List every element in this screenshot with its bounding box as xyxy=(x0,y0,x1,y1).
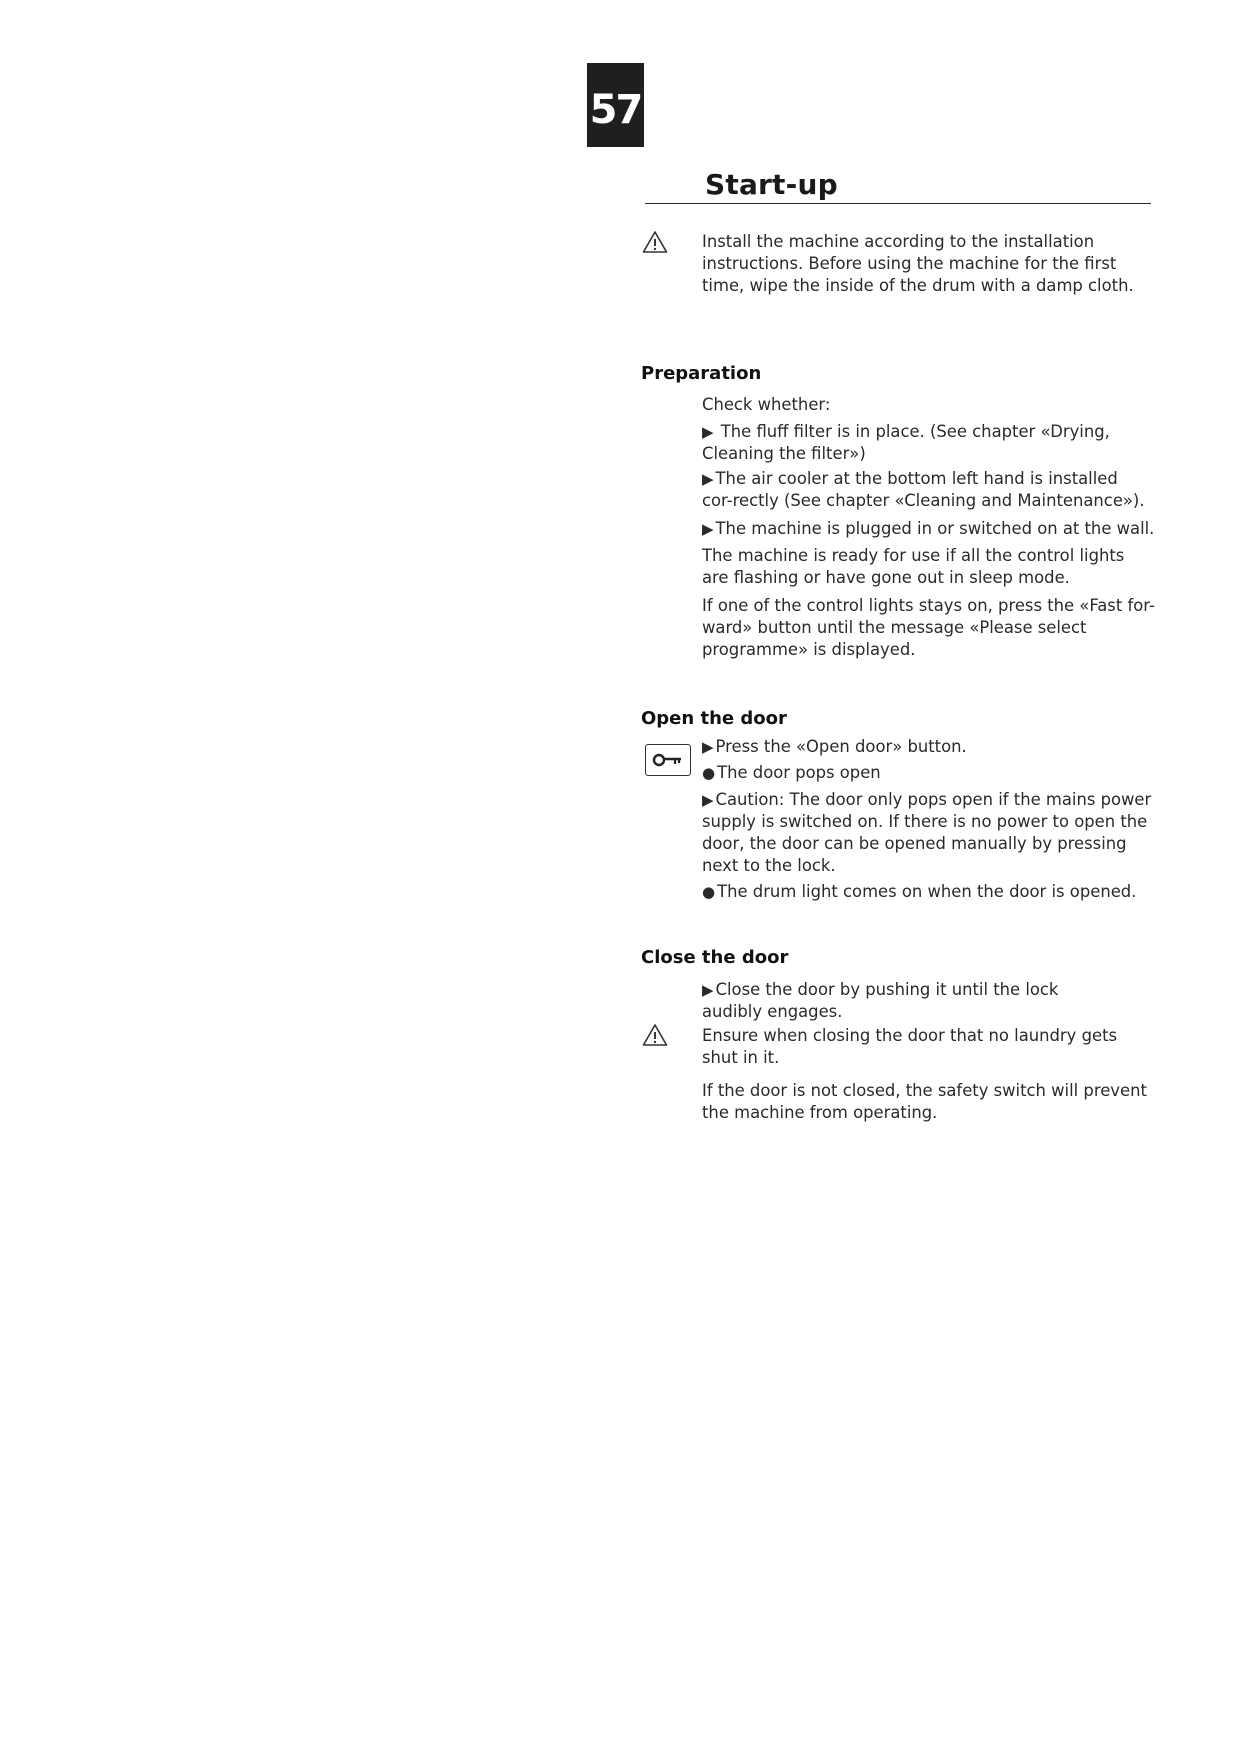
arrow-bullet-icon: ▶ xyxy=(702,791,714,809)
list-item xyxy=(702,762,1162,784)
preparation-item-3: The machine is plugged in or switched on at the wall. xyxy=(715,519,1155,538)
arrow-bullet-icon: ▶ xyxy=(702,423,714,441)
preparation-para-2: If one of the control lights stays on, press the «Fast for-ward» button until the message «Please select programme» is displayed. xyxy=(702,596,1155,659)
close-door-step-1: Close the door by pushing it until the lock audibly engages. xyxy=(702,980,1059,1021)
list-item xyxy=(702,518,1162,540)
open-door-step-1: Press the «Open door» button. xyxy=(715,737,967,756)
open-door-result-1: The door pops open xyxy=(717,763,881,782)
arrow-bullet-icon: ▶ xyxy=(702,520,714,538)
title-rule xyxy=(645,203,1151,204)
close-door-para: If the door is not closed, the safety switch will prevent the machine from operating. xyxy=(702,1081,1147,1122)
dot-bullet-icon: ● xyxy=(702,764,716,782)
arrow-bullet-icon: ▶ xyxy=(702,981,714,999)
page-number: 57 xyxy=(587,63,644,147)
open-door-result-2: The drum light comes on when the door is opened. xyxy=(717,882,1137,901)
list-item xyxy=(702,421,1157,465)
preparation-heading: Preparation xyxy=(641,363,762,384)
preparation-item-2: The air cooler at the bottom left hand is installed cor-rectly (See chapter «Cleaning and Maintenance»). xyxy=(702,469,1145,510)
list-item xyxy=(702,979,1122,1023)
close-door-heading: Close the door xyxy=(641,947,789,968)
list-item xyxy=(702,468,1147,512)
open-door-heading: Open the door xyxy=(641,708,787,729)
close-door-warning: Ensure when closing the door that no laundry gets shut in it. xyxy=(702,1026,1118,1067)
preparation-check: Check whether: xyxy=(702,395,831,414)
list-item xyxy=(702,736,1162,758)
preparation-item-1: The fluff filter is in place. (See chapter «Drying, Cleaning the filter») xyxy=(702,422,1110,463)
list-item xyxy=(702,789,1154,877)
warning-triangle-icon xyxy=(642,1023,668,1047)
arrow-bullet-icon: ▶ xyxy=(702,738,714,756)
page-title: Start-up xyxy=(705,168,838,201)
preparation-para-1: The machine is ready for use if all the control lights are flashing or have gone out in sleep mode. xyxy=(702,546,1125,587)
warning-triangle-icon xyxy=(642,230,668,254)
key-icon xyxy=(645,744,691,776)
open-door-step-2: Caution: The door only pops open if the mains power supply is switched on. If there is no power to open the door, the door can be opened manually by pressing next to the lock. xyxy=(702,790,1152,875)
arrow-bullet-icon: ▶ xyxy=(702,470,714,488)
dot-bullet-icon: ● xyxy=(702,883,716,901)
intro-text: Install the machine according to the installation instructions. Before using the machine for the first time, wipe the inside of the drum with a damp cloth. xyxy=(702,232,1134,295)
list-item xyxy=(702,881,1162,903)
